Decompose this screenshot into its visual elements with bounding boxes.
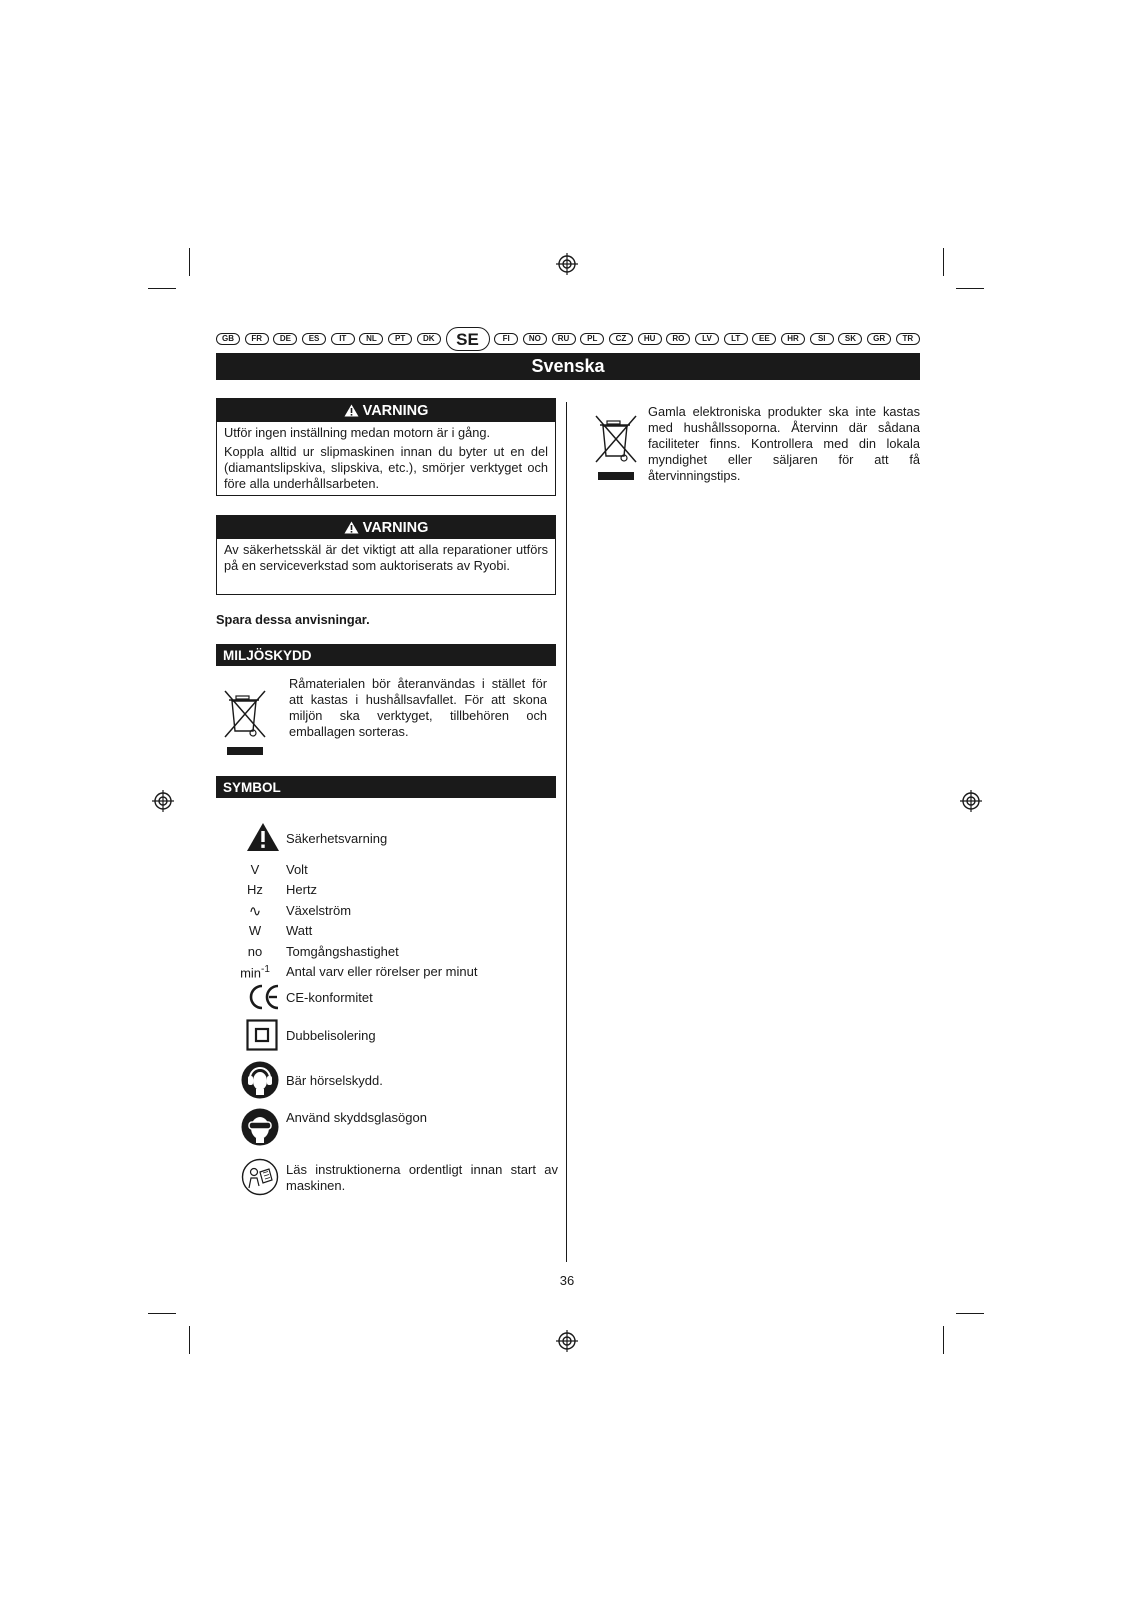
symbol-label: Hertz xyxy=(286,882,318,897)
language-pill-ee: EE xyxy=(752,333,776,345)
eye-protection-icon xyxy=(237,1108,283,1146)
symbol-label: Antal varv eller rörelser per minut xyxy=(286,964,478,979)
symbol-glyph: Hz xyxy=(247,882,263,897)
ce-mark-icon xyxy=(242,984,288,1010)
symbol-label: CE-konformitet xyxy=(286,990,373,1005)
crop-mark xyxy=(956,1313,984,1314)
language-pill-pl: PL xyxy=(580,333,604,345)
symbol-row xyxy=(232,1019,562,1053)
language-pill-tr: TR xyxy=(896,333,920,345)
language-pill-no: NO xyxy=(523,333,547,345)
symbol-label: Volt xyxy=(286,862,308,877)
ear-protection-icon xyxy=(237,1061,283,1099)
warning-header xyxy=(217,516,555,539)
alternating-current-icon: ∿ xyxy=(248,903,262,920)
symbol-label: Dubbelisolering xyxy=(286,1028,376,1043)
symbol-row xyxy=(232,861,562,881)
symbol-row xyxy=(232,881,562,901)
symbol-label: Bär hörselskydd. xyxy=(286,1073,383,1088)
environment-text: Råmaterialen bör återanvändas i stället för att kastas i hushållsavfallet. För att skona miljön ska verktyget, tillbehören och emballagen sorteras. xyxy=(289,676,547,739)
language-pill-cz: CZ xyxy=(609,333,633,345)
language-selector xyxy=(216,326,920,352)
save-instructions: Spara dessa anvisningar. xyxy=(216,612,370,627)
page-title xyxy=(216,353,920,380)
registration-mark-icon xyxy=(960,790,982,812)
language-pill-se: SE xyxy=(446,327,490,351)
symbol-label: Läs instruktionerna ordentligt innan start av maskinen. xyxy=(286,1162,558,1193)
language-pill-nl: NL xyxy=(359,333,383,345)
symbol-row xyxy=(232,1061,562,1101)
symbol-row xyxy=(232,922,562,942)
language-pill-de: DE xyxy=(273,333,297,345)
language-pill-ro: RO xyxy=(666,333,690,345)
language-pill-dk: DK xyxy=(417,333,441,345)
symbol-row xyxy=(232,984,562,1012)
registration-mark-icon xyxy=(556,253,578,275)
warning-triangle-icon xyxy=(240,822,286,852)
warning-text: Utför ingen inställning medan motorn är i gång. xyxy=(224,425,491,440)
symbol-label: Använd skyddsglasögon xyxy=(286,1110,427,1125)
section-heading-text: SYMBOL xyxy=(223,779,281,795)
language-pill-es: ES xyxy=(302,333,326,345)
symbol-glyph: W xyxy=(248,923,262,938)
language-pill-gb: GB xyxy=(216,333,240,345)
language-pill-si: SI xyxy=(810,333,834,345)
warning-heading: VARNING xyxy=(362,402,429,419)
section-heading-environment xyxy=(216,644,556,666)
warning-heading: VARNING xyxy=(362,519,429,536)
symbol-label: Watt xyxy=(286,923,313,938)
symbol-row xyxy=(232,902,562,922)
page-title-text: Svenska xyxy=(531,356,605,376)
language-pill-gr: GR xyxy=(867,333,891,345)
symbol-glyph-sup: -1 xyxy=(261,964,270,975)
symbol-row xyxy=(232,963,562,983)
warning-triangle-icon xyxy=(344,521,359,534)
read-manual-icon xyxy=(237,1158,283,1196)
symbol-row xyxy=(232,822,562,854)
warning-text: Koppla alltid ur slipmaskinen innan du byter ut en del (diamantslipskiva, slipskiva, etc.), smörjer verktyget och före alla underhållsarbeten. xyxy=(224,444,548,491)
crop-mark xyxy=(943,248,944,276)
page-number: 36 xyxy=(559,1273,575,1288)
section-heading-text: MILJÖSKYDD xyxy=(223,647,312,663)
language-pill-lt: LT xyxy=(724,333,748,345)
symbol-glyph: V xyxy=(250,862,260,877)
crop-mark xyxy=(943,1326,944,1354)
symbol-row xyxy=(232,1108,562,1148)
crop-mark xyxy=(956,288,984,289)
wheelie-bin-crossed-icon xyxy=(223,689,269,757)
symbol-label: Säkerhetsvarning xyxy=(286,831,388,846)
warning-box xyxy=(216,398,556,496)
column-divider xyxy=(566,402,567,1262)
symbol-row xyxy=(232,943,562,963)
crop-mark xyxy=(148,288,176,289)
crop-mark xyxy=(189,1326,190,1354)
warning-header xyxy=(217,399,555,422)
symbol-label: Växelström xyxy=(286,903,352,918)
language-pill-fi: FI xyxy=(494,333,518,345)
registration-mark-icon xyxy=(556,1330,578,1352)
crop-mark xyxy=(189,248,190,276)
wheelie-bin-crossed-icon xyxy=(594,414,640,482)
language-pill-hu: HU xyxy=(638,333,662,345)
section-heading-symbol xyxy=(216,776,556,798)
language-pill-pt: PT xyxy=(388,333,412,345)
language-pill-lv: LV xyxy=(695,333,719,345)
symbol-label: Tomgångshastighet xyxy=(286,944,399,959)
weee-text: Gamla elektroniska produkter ska inte kastas med hushållssoporna. Återvinn där sådana faciliteter finns. Kontrollera med din lokala myndighet eller säljaren för att få återvinningstips. xyxy=(648,404,920,483)
warning-box xyxy=(216,515,556,595)
registration-mark-icon xyxy=(152,790,174,812)
symbol-row xyxy=(232,1158,562,1198)
symbol-glyph: no xyxy=(247,944,263,959)
symbol-glyph-base: min xyxy=(240,965,262,981)
language-pill-it: IT xyxy=(331,333,355,345)
crop-mark xyxy=(148,1313,176,1314)
symbol-glyph xyxy=(232,964,278,980)
warning-body xyxy=(217,539,555,581)
language-pill-fr: FR xyxy=(245,333,269,345)
warning-body xyxy=(217,422,555,499)
warning-triangle-icon xyxy=(344,404,359,417)
double-insulation-icon xyxy=(239,1019,285,1051)
language-pill-ru: RU xyxy=(552,333,576,345)
language-pill-sk: SK xyxy=(838,333,862,345)
language-pill-hr: HR xyxy=(781,333,805,345)
warning-text: Av säkerhetsskäl är det viktigt att alla reparationer utförs på en serviceverkstad som auktoriserats av Ryobi. xyxy=(224,542,548,573)
